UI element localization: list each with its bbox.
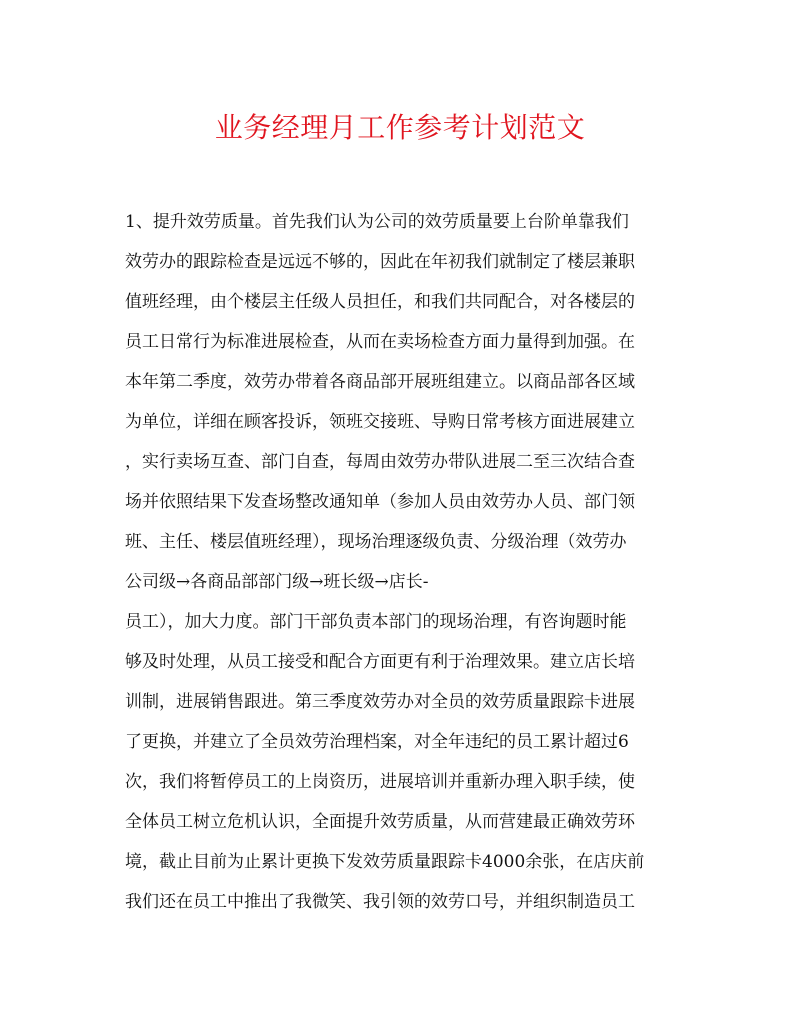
body-line: 本年第二季度，效劳办带着各商品部开展班组建立。以商品部各区域 [125,372,635,392]
body-line: ，实行卖场互查、部门自查，每周由效劳办带队进展二至三次结合查 [125,452,635,472]
document-body [125,202,685,922]
body-line: 境，截止目前为止累计更换下发效劳质量跟踪卡4000余张，在店庆前 [125,852,645,872]
body-line: 公司级→各商品部部门级→班长级→店长- [125,572,429,592]
document-title: 业务经理月工作参考计划范文 [214,111,586,144]
body-line: 场并依照结果下发查场整改通知单（参加人员由效劳办人员、部门领 [125,492,635,512]
body-line: 值班经理，由个楼层主任级人员担任，和我们共同配合，对各楼层的 [125,292,635,312]
body-line: 1、提升效劳质量。首先我们认为公司的效劳质量要上台阶单靠我们 [125,212,629,232]
body-line: 员工日常行为标准进展检查，从而在卖场检查方面力量得到加强。在 [125,332,635,352]
body-line: 班、主任、楼层值班经理），现场治理逐级负责、分级治理（效劳办 [125,532,627,552]
body-line: 够及时处理，从员工接受和配合方面更有利于治理效果。建立店长培 [125,652,635,672]
body-line: 训制，进展销售跟进。第三季度效劳办对全员的效劳质量跟踪卡进展 [125,692,635,712]
body-line: 效劳办的跟踪检查是远远不够的，因此在年初我们就制定了楼层兼职 [125,252,635,272]
body-line: 次，我们将暂停员工的上岗资历，进展培训并重新办理入职手续，使 [125,772,635,792]
body-line: 了更换，并建立了全员效劳治理档案，对全年违纪的员工累计超过6 [125,732,629,752]
body-line: 为单位，详细在顾客投诉，领班交接班、导购日常考核方面进展建立 [125,412,635,432]
body-line: 员工），加大力度。部门干部负责本部门的现场治理，有咨询题时能 [125,612,627,632]
body-line: 全体员工树立危机认识，全面提升效劳质量，从而营建最正确效劳环 [125,812,635,832]
body-line: 我们还在员工中推出了我微笑、我引领的效劳口号，并组织制造员工 [125,892,635,912]
